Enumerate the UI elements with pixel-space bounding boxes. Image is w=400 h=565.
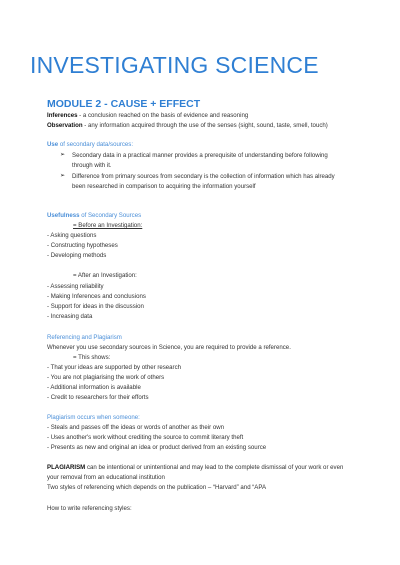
list-item: - That your ideas are supported by other research xyxy=(47,364,182,371)
definition-inferences xyxy=(47,112,248,120)
arrow-bullet-icon: ➢ xyxy=(60,173,66,179)
plagiarism-heading: Plagiarism occurs when someone: xyxy=(47,414,140,421)
use-bullet-line: Difference from primary sources from secondary is the collection of information which has already xyxy=(72,173,335,180)
list-item: - Credit to researchers for their efforts xyxy=(47,394,149,401)
list-item: - Presents as new and original an idea or product derived from an existing source xyxy=(47,444,267,451)
referencing-heading: Referencing and Plagiarism xyxy=(47,334,122,341)
before-label: = Before an Investigation: xyxy=(73,222,143,229)
list-item: - Asking questions xyxy=(47,232,97,239)
list-item: - Increasing data xyxy=(47,313,93,320)
list-item: - Additional information is available xyxy=(47,384,141,391)
definition-observation xyxy=(47,122,328,130)
plagiarism-text: can be intentional or unintentional and may lead to the complete dismissal of your work or even xyxy=(85,464,344,471)
use-bullet-line: been researched in comparison to acquiring the information yourself xyxy=(72,183,256,190)
definition-term: Observation xyxy=(47,122,83,129)
list-item: - Support for ideas in the discussion xyxy=(47,303,144,310)
usefulness-bold: Usefulness xyxy=(47,212,80,219)
module-heading: MODULE 2 - CAUSE + EFFECT xyxy=(47,98,201,110)
use-heading-rest: of secondary data/sources: xyxy=(58,141,134,148)
usefulness-rest: of Secondary Sources xyxy=(79,212,142,219)
list-item: - Constructing hypotheses xyxy=(47,242,118,249)
list-item: - Assessing reliability xyxy=(47,283,104,290)
use-heading-bold: Use xyxy=(47,141,59,148)
after-label: = After an Investigation: xyxy=(73,272,137,279)
list-item: - Uses another's work without crediting the source to commit literary theft xyxy=(47,434,244,441)
use-bullet-line: Secondary data in a practical manner provides a prerequisite of understanding before following xyxy=(72,152,328,159)
definition-text: - a conclusion reached on the basis of evidence and reasoning xyxy=(77,112,249,119)
howto-text: How to write referencing styles: xyxy=(47,505,132,512)
referencing-intro: Whenever you use secondary sources in Science, you are required to provide a reference. xyxy=(47,344,291,351)
list-item: - You are not plagiarising the work of others xyxy=(47,374,165,381)
usefulness-heading xyxy=(47,212,141,220)
definition-text: - any information acquired through the use of the senses (sight, sound, taste, smell, touch) xyxy=(82,122,328,129)
use-bullet-line: through with it. xyxy=(72,162,112,169)
plagiarism-text: Two styles of referencing which depends on the publication – “Harvard” and “APA xyxy=(47,484,267,491)
list-item: - Developing methods xyxy=(47,252,107,259)
plagiarism-paragraph xyxy=(47,464,343,472)
use-heading xyxy=(47,141,133,149)
arrow-bullet-icon: ➢ xyxy=(60,152,66,158)
plagiarism-bold: PLAGIARISM xyxy=(47,464,86,471)
list-item: - Making Inferences and conclusions xyxy=(47,293,146,300)
list-item: - Steals and passes off the ideas or words of another as their own xyxy=(47,424,225,431)
page-title: INVESTIGATING SCIENCE xyxy=(30,52,319,78)
plagiarism-text: your removal from an educational institution xyxy=(47,474,165,481)
shows-label: = This shows: xyxy=(73,354,111,361)
definition-term: Inferences xyxy=(47,112,78,119)
